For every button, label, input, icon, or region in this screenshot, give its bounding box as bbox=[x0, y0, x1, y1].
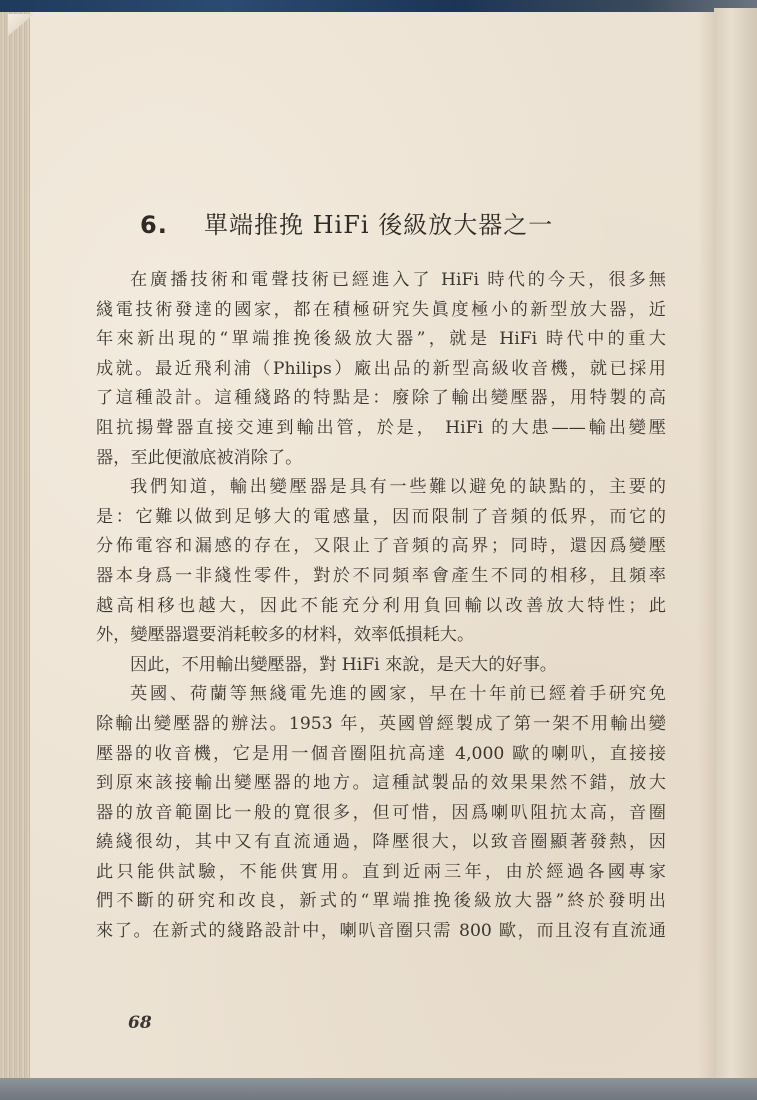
text-line: 除輸出變壓器的辦法。1953 年，英國曾經製成了第一架不用輸出變 bbox=[96, 713, 666, 734]
scan-bottom-edge bbox=[0, 1078, 757, 1100]
text-line: 壓器的收音機，它是用一個音圈阻抗高達 4,000 歐的喇叭，直接接 bbox=[96, 743, 666, 764]
text-line: 英國、荷蘭等無綫電先進的國家，早在十年前已經着手研究免 bbox=[130, 684, 666, 705]
text-line: 在廣播技術和電聲技術已經進入了 HiFi 時代的今天，很多無 bbox=[130, 270, 666, 290]
text-line: 我們知道，輸出變壓器是具有一些難以避免的缺點的，主要的 bbox=[130, 477, 666, 498]
text-line: 是：它難以做到足够大的電感量，因而限制了音頻的低界，而它的 bbox=[96, 506, 666, 527]
text-line: 成就。最近飛利浦（Philips）廠出品的新型高級收音機，就已採用 bbox=[96, 358, 666, 379]
text-line: 此只能供試驗，不能供實用。直到近兩三年，由於經過各國專家 bbox=[96, 861, 666, 882]
text-line: 外，變壓器還要消耗較多的材料，效率低損耗大。 bbox=[96, 625, 475, 646]
page-gutter-shadow bbox=[698, 12, 716, 1078]
text-line: 分佈電容和漏感的存在，又限止了音頻的高界；同時，還因爲變壓 bbox=[96, 536, 666, 557]
text-line: 器本身爲一非綫性零件，對於不同頻率會產生不同的相移，且頻率 bbox=[96, 565, 666, 586]
book-page-stack-edge bbox=[0, 12, 33, 1080]
page-number: 68 bbox=[128, 1013, 152, 1033]
text-line: 因此，不用輸出變壓器，對 HiFi 來說，是天大的好事。 bbox=[130, 654, 557, 675]
text-line: 阻抗揚聲器直接交連到輸出管，於是， HiFi 的大患——輸出變壓 bbox=[96, 417, 666, 438]
text-line: 年來新出現的“單端推挽後級放大器”，就是 HiFi 時代中的重大 bbox=[96, 329, 666, 350]
text-line: 來了。在新式的綫路設計中，喇叭音圈只需 800 歐，而且沒有直流通 bbox=[96, 921, 666, 942]
chapter-heading bbox=[140, 205, 620, 240]
text-line: 繞綫很幼，其中又有直流通過，降壓很大，以致音圈顯著發熱，因 bbox=[96, 832, 666, 853]
text-line: 器的放音範圍比一般的寬很多，但可惜，因爲喇叭阻抗太高，音圈 bbox=[96, 802, 666, 823]
body-text bbox=[96, 266, 666, 947]
text-line: 越高相移也越大，因此不能充分利用負回輸以改善放大特性；此 bbox=[96, 595, 666, 616]
chapter-title: 單端推挽 HiFi 後級放大器之一 bbox=[204, 211, 554, 239]
show-through-text bbox=[80, 118, 600, 130]
scan-right-edge bbox=[714, 8, 757, 1080]
text-line: 綫電技術發達的國家，都在積極研究失眞度極小的新型放大器，近 bbox=[96, 299, 666, 320]
text-line: 器，至此便澈底被消除了。 bbox=[96, 447, 303, 468]
text-line: 了這種設計。這種綫路的特點是：廢除了輸出變壓器，用特製的高 bbox=[96, 388, 666, 409]
text-line: 們不斷的研究和改良，新式的“單端推挽後級放大器”終於發明出 bbox=[96, 891, 666, 912]
text-line: 到原來該接輸出變壓器的地方。這種試製品的效果果然不錯，放大 bbox=[96, 773, 666, 794]
chapter-number: 6. bbox=[140, 211, 168, 239]
